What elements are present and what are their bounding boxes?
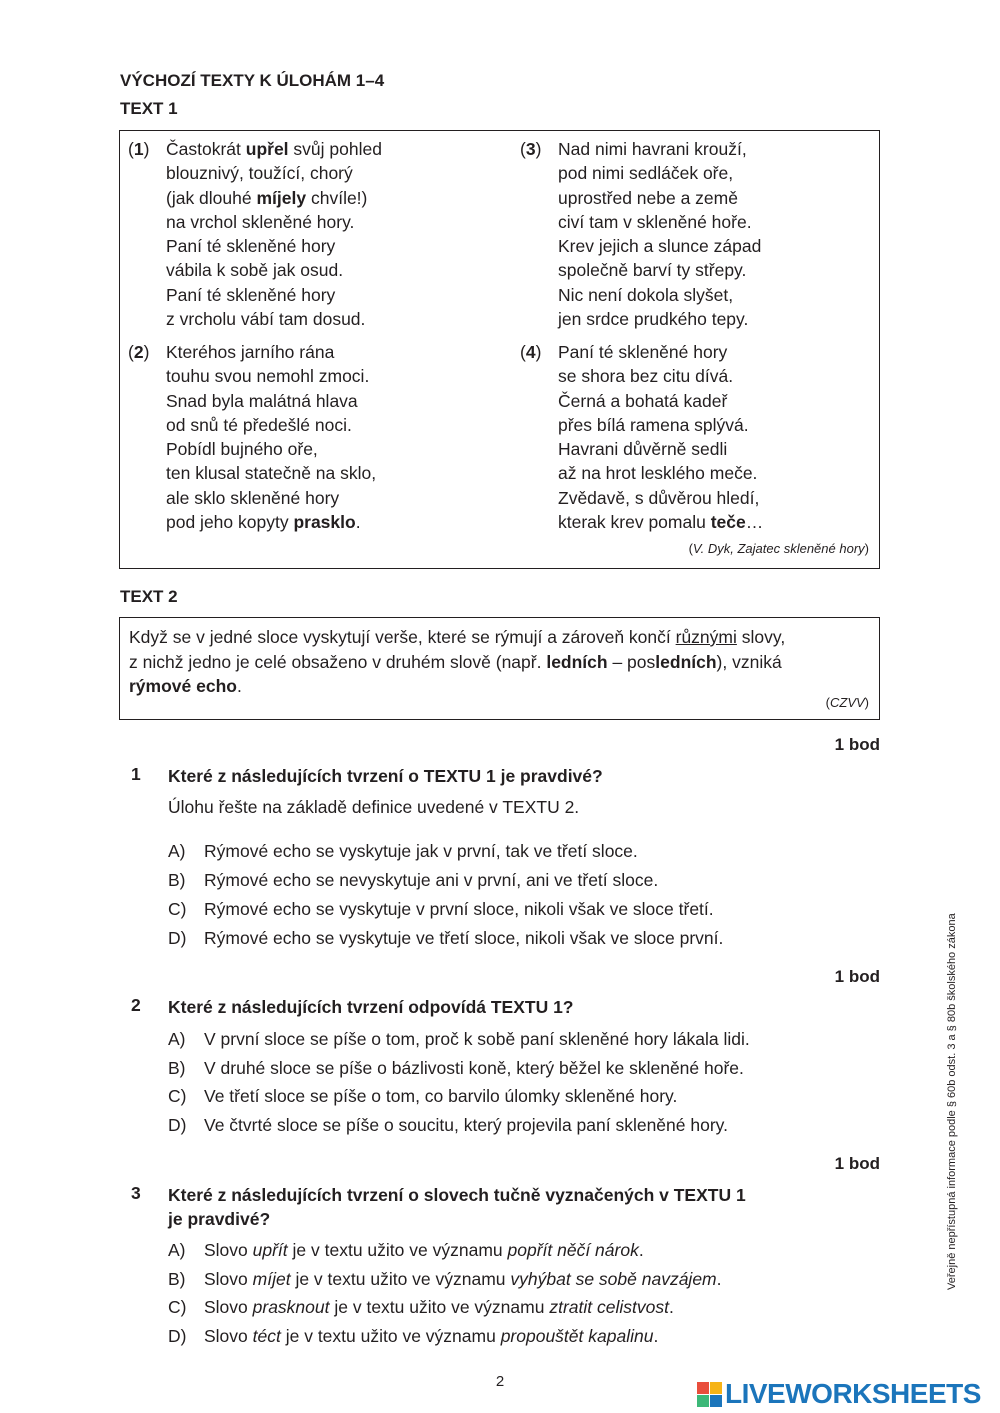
question-3-option-b[interactable]: B) Slovo míjet je v textu užito ve významu vyhýbat se sobě navzájem. (168, 1269, 722, 1289)
verse-line: od snů té předešlé noci. (166, 414, 352, 435)
verse-line: kterak krev pomalu teče… (558, 512, 764, 533)
text2-source: (CZVV) (825, 695, 869, 710)
question-3-text: Které z následujících tvrzení o slovech tučně vyznačených v TEXTU 1 je pravdivé? (168, 1185, 746, 1229)
text1-box (119, 130, 880, 569)
question-1-number: 1 (131, 764, 141, 784)
logo-blocks-icon (697, 1382, 722, 1407)
verse-line: z vrcholu vábí tam dosud. (166, 309, 366, 330)
question-1-option-a[interactable]: A) Rýmové echo se vyskytuje jak v první, tak ve třetí sloce. (168, 841, 638, 861)
sidebar-legal-note: Veřejně nepřístupná informace podle § 60b odst. 3 a § 80b školského zákona (946, 913, 958, 1290)
question-3-option-d[interactable]: D) Slovo téct je v textu užito ve významu propouštět kapalinu. (168, 1326, 659, 1346)
text2-box (119, 617, 880, 720)
stanza-number: (4) (520, 342, 542, 362)
verse-line: přes bílá ramena splývá. (558, 414, 749, 435)
text1-label: TEXT 1 (120, 99, 178, 118)
verse-line: až na hrot lesklého meče. (558, 463, 758, 484)
stanza-number: (2) (128, 342, 150, 362)
question-2-text: Které z následujících tvrzení odpovídá TEXTU 1? (168, 997, 574, 1017)
verse-line: Zvědavě, s důvěrou hledí, (558, 487, 760, 508)
verse-line: civí tam v skleněné hoře. (558, 211, 752, 232)
verse-line: Pobídl bujného oře, (166, 439, 318, 460)
question-2-number: 2 (131, 995, 141, 1015)
verse-line: Kteréhos jarního rána (166, 342, 335, 362)
question-1-option-d[interactable]: D) Rýmové echo se vyskytuje ve třetí sloce, nikoli však ve sloce první. (168, 928, 724, 948)
verse-line: Nad nimi havrani krouží, (558, 139, 747, 159)
text1-source: (V. Dyk, Zajatec skleněné hory) (688, 541, 869, 556)
question-1-text: Které z následujících tvrzení o TEXTU 1 je pravdivé? (168, 766, 603, 786)
verse-line: jen srdce prudkého tepy. (558, 309, 749, 330)
verse-line: ten klusal statečně na sklo, (166, 463, 377, 484)
verse-line: ale sklo skleněné hory (166, 487, 340, 508)
verse-line: Paní té skleněné hory (166, 284, 336, 305)
verse-line: se shora bez citu dívá. (558, 366, 734, 387)
question-1-points: 1 bod (834, 735, 880, 754)
question-1-instruction: Úlohu řešte na základě definice uvedené v TEXTU 2. (168, 797, 580, 817)
question-1-option-c[interactable]: C) Rýmové echo se vyskytuje v první sloce, nikoli však ve sloce třetí. (168, 899, 714, 919)
verse-line: vábila k sobě jak osud. (166, 260, 344, 281)
page-number: 2 (495, 1373, 505, 1390)
verse-line: Krev jejich a slunce západ (558, 236, 762, 257)
question-3-number: 3 (131, 1183, 141, 1203)
question-2-option-b[interactable]: B) V druhé sloce se píše o bázlivosti koně, který běžel ke skleněné hoře. (168, 1058, 744, 1078)
text2-line: rýmové echo. (129, 676, 242, 696)
question-2-option-d[interactable]: D) Ve čtvrté sloce se píše o soucitu, který projevila paní skleněné hory. (168, 1115, 728, 1135)
verse-line: Havrani důvěrně sedli (558, 439, 728, 460)
verse-line: Paní té skleněné hory (166, 236, 336, 257)
verse-line: na vrchol skleněné hory. (166, 211, 355, 232)
verse-line: Černá a bohatá kadeř (558, 390, 728, 411)
verse-line: Snad byla malátná hlava (166, 390, 358, 411)
question-3-option-c[interactable]: C) Slovo prasknout je v textu užito ve významu ztratit celistvost. (168, 1297, 674, 1317)
verse-line: společně barví ty střepy. (558, 260, 747, 281)
section-title: VÝCHOZÍ TEXTY K ÚLOHÁM 1–4 (120, 71, 385, 90)
verse-line: uprostřed nebe a země (558, 187, 738, 208)
verse-line: pod jeho kopyty prasklo. (166, 512, 361, 533)
text2-line: z nichž jedno je celé obsaženo v druhém slově (např. ledních – posledních), vzniká (129, 651, 782, 672)
verse-line: Nic není dokola slyšet, (558, 284, 734, 305)
verse-line: pod nimi sedláček oře, (558, 163, 734, 184)
question-3-option-a[interactable]: A) Slovo upřít je v textu užito ve významu popřít něčí nárok. (168, 1240, 644, 1260)
question-2-option-c[interactable]: C) Ve třetí sloce se píše o tom, co barvilo úlomky skleněné hory. (168, 1086, 678, 1106)
question-2-option-a[interactable]: A) V první sloce se píše o tom, proč k sobě paní skleněné hory lákala lidi. (168, 1029, 750, 1049)
verse-line: blouznivý, toužící, chorý (166, 163, 353, 184)
question-2-points: 1 bod (834, 967, 880, 986)
liveworksheets-logo[interactable] (697, 1377, 981, 1411)
verse-line: (jak dlouhé míjely chvíle!) (166, 187, 368, 208)
stanza-number: (1) (128, 139, 150, 159)
text2-body (129, 625, 785, 699)
text2-line: Když se v jedné sloce vyskytují verše, které se rýmují a zároveň končí různými slovy, (129, 627, 786, 647)
stanza-number: (3) (520, 139, 542, 159)
verse-line: Paní té skleněné hory (558, 342, 728, 362)
verse-line: touhu svou nemohl zmoci. (166, 366, 370, 387)
question-3-points: 1 bod (834, 1154, 880, 1173)
verse-line: Častokrát upřel svůj pohled (166, 139, 382, 159)
question-1-option-b[interactable]: B) Rýmové echo se nevyskytuje ani v první, ani ve třetí sloce. (168, 870, 659, 890)
logo-text: LIVEWORKSHEETS (725, 1378, 981, 1409)
text2-label: TEXT 2 (120, 587, 178, 606)
